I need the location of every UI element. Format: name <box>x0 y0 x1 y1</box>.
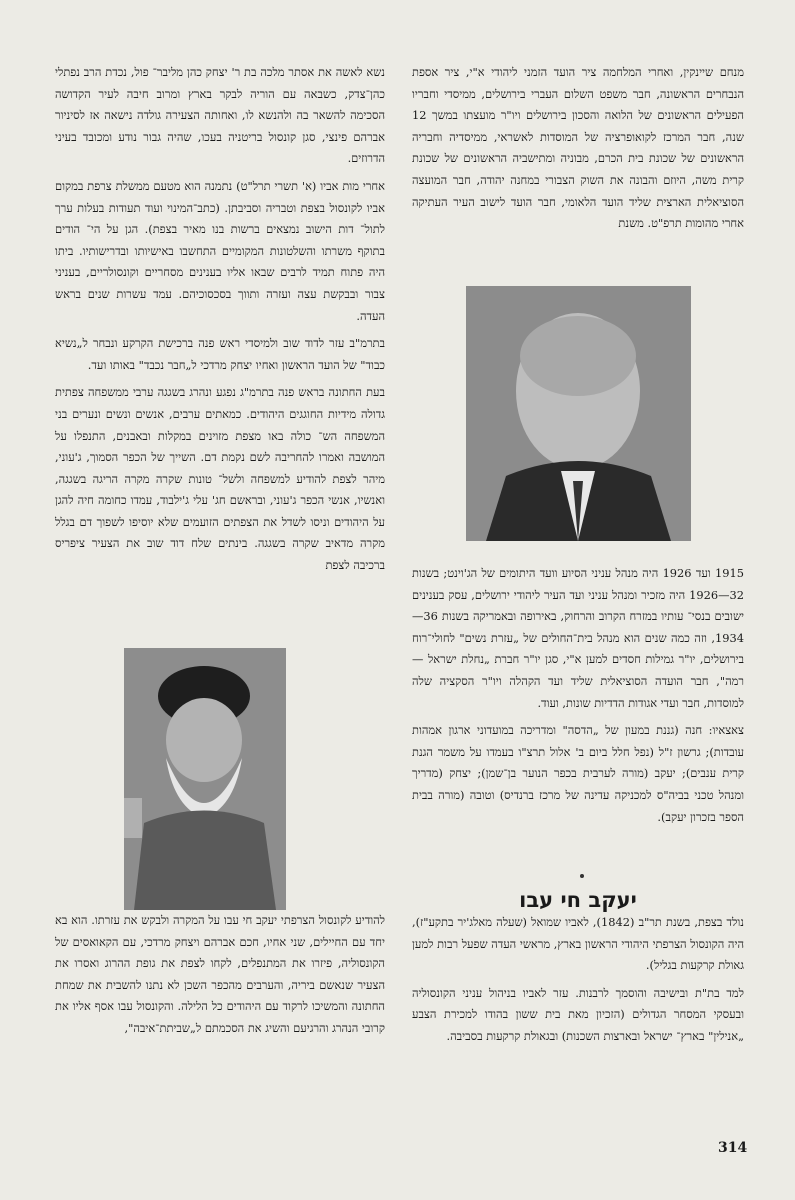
left-column-lower <box>55 910 385 1046</box>
portrait-elder-image <box>124 648 286 910</box>
paragraph: צאצאיו: חנה (גננת במעון של „הדסה" ומדריכה במועדוני ארגון אמהות עובדות); גרשון ז"ל (נפל חלל ביום ב' אלול תרצ"ו בעמדו על משמר הגנת קרית ענבים); יעקב (מורה לערבית בכפר הנוער בן־שמן); יצחק (מדריך ומנהל טכני בביה"ס למכניקה עדינה של מרכז ברנדיס) וטובה (מורה בבית הספר בזכרון יעקב). <box>412 723 744 824</box>
portrait-photo-menachem <box>466 286 691 541</box>
portrait-man-image <box>466 286 691 541</box>
paragraph: בתרמ"ב עזר לדוד שוב ולמיסדי ראש פנה ברכישת הקרקע ונבחר ל„נשיא כבוד" של הועד הראשון ואחיו יצחק מרדכי ל„חבר נכבד" באותו ועד. <box>55 336 385 372</box>
section-divider-dot <box>580 874 584 878</box>
paragraph: בעת החתונה בראש פנה בתרמ"ג נפגע ונהרג בשגגה ערבי ממשפחה צפתית גדולה מידיות החוגגים היהודים. כמאתים ערבים, אנשים ונשים ונערים בני המשפחה הש־ כולה באו מצפת מזוינים במקלות ובאבנים, התנפלו על המושבה ואמרו להחריבה לשם נקמת דם. השייך של הכפר הסמוך, ג'עוני, מיהר לצפת להודיע למשפחה ולשל־ טונות שקרה מקרה הריגה בשגגה, ואנשיו, אנשי הכפר ג'עוני, ובראשם חג' עלי ג'ילבוד, עמדו כחומה חיה להגן על היהודים וניסו לשדל את הצפתים הזועמים שלא יוסיפו לשפוך דם בגלל מקרה מדאיב שקרה בשגגה. בינתים שלח דוד שוב את הצעיר ציפריס ברכיבה לצפת <box>55 385 385 573</box>
right-column-top <box>412 62 744 241</box>
paragraph: נולד בצפת, בשנת תר"ב (1842), לאביו שמואל (שעלה מאלג'יר בתקע"ז), היה הקונסול הצרפתי היהודי הראשון בארץ, מראשי העדה שפעל רבות למען גאולת קרקעות בגליל). <box>412 915 744 973</box>
left-column-top <box>55 62 385 583</box>
paragraph: מנחם שיינקין, ואחרי המלחמה ציר הועד הזמני ליהודי א"י, ציר אספת הנבחרים הראשונה, חבר משפט השלום העברי בירושלים, ממיסדי וחבריו הפעילים הראשונים של הלואה והסכון בירושלים ויו"ר מועצתו במשך 12 שנה, חבר המרכז לקואופרציה של המוסדות לאשראי, ממיסדיה וחבריה הראשונים של שכונת בית הכרם, מבוניה ומתישביה הראשונים של שכונת קרית משה, היוזם והבונה את השוק הצבורי במחנה יהודה, חבר המועצה הסוציאלית הארצית שליד הועד הלאומי, חבר הועד לישוב העיר העתיקה אחרי מהומות תרפ"ט. משנת <box>412 65 744 231</box>
page-number: 314 <box>718 1140 748 1156</box>
portrait-photo-yaakov <box>124 648 286 910</box>
paragraph: להודיע לקונסול הצרפתי יעקב חי עבו על המקרה ולבקש את עזרתו. הוא בא יחד עם החיילים, שני אחיו, חכם אברהם ויצחק מרדכי, עם הקאואסים של הקונסוליה, פיזרו את המתנפלים, לקחו לצפת את גופת ההרוג ואסרו את הצעיר שנאשם ביריה, והערבים מהכפר השכן לא נתנו להשבית את שמחת החתונה והמשיכו לרקוד עם היהודים כל הלילה. והקונסול עבו אסף אליו את קרובי הנהרג והרגיעם והשיג את הסכמתם ל„שביתת־איבה", <box>55 913 385 1035</box>
paragraph: 1915 ועד 1926 היה מנהל עניני הסיוע וועד היתומים של הג'וינט; בשנות 32—1926 היה מזכיר ומנהל עניני ועד העיר ליהודי ירושלים, עסק בענינים ישובים בנסי־ עותיו במזרח הקרוב והרחוק, באירופה ובאמריקה בשנות 36—1934, וזה כמה שנים הוא מנהל בית־החולים של „עזרת נשים" לחולי־רוח בירושלים, יו"ר גמילות חסדים למען א"י, סגן יו"ר חברת „נחלת ישראל — רמה", חבר הועדה הסוציאלית שליד ועד הקהלה ויו"ר הסקציה שלה למוסדות, חבר ועדי אגודות הדדיות שונות, ועוד. <box>412 566 744 710</box>
right-column-bottom <box>412 563 744 834</box>
paragraph: אחרי מות אביו (א' תשרי תרל"ט) נתמנה הוא מטעם ממשלת צרפת במקום אביו לקונסול בצפת וטבריה וסביבתן. (כתב־המינוי ועוד תעודות בעלות ערך לתול־ דות הישוב נמצאים ברשות בנו מאיר בצפת). הגן על הי־ הודים בתוקף משרתו והשלטונות המקומיים התחשבו באישיותו ובדרישותיו. ביתו היה פתוח תמיד לרבים שבאו אליו בענינים מסחריים וקונסולריים, בעניני צבור ובבקשת עצה ועזרה ותווך בסכסוכיהם. עמד עשרות שנים בראש העדה. <box>55 178 385 323</box>
paragraph: נשא לאשה את אסתר מלכה בת ר' יצחק כהן מליבר־ פול, נכדת הרב נפתלי כהן־צדק, כשבאה עם הוריה לבקר בארץ ומרוב חיבה לעיר הקדושה הסכימה להשאר בה ולהנשא לו, ואחותה הצעירה גולדה נישאה אז לסיניור אברהם פינצי, סגן קונסול בריטניה בעכו, שהיה גבור נודע ומכובד בעיני הדרוזים. <box>55 65 385 166</box>
section-title: יעקב חי עבו <box>519 888 637 912</box>
right-column-lower <box>412 912 744 1054</box>
paragraph: למד בת"ת ובישיבה והוסמך לרבנות. עזר לאביו בניהול עניני הקונסוליה ובעסקי המסחר הגדולים (הזכיון מאת בית ששון בהודו למכירת הצבע „אנילין" בארץ־ ישראל ובארצות השכנות) ובגאולת קרקעות בסביבה. <box>412 985 744 1043</box>
